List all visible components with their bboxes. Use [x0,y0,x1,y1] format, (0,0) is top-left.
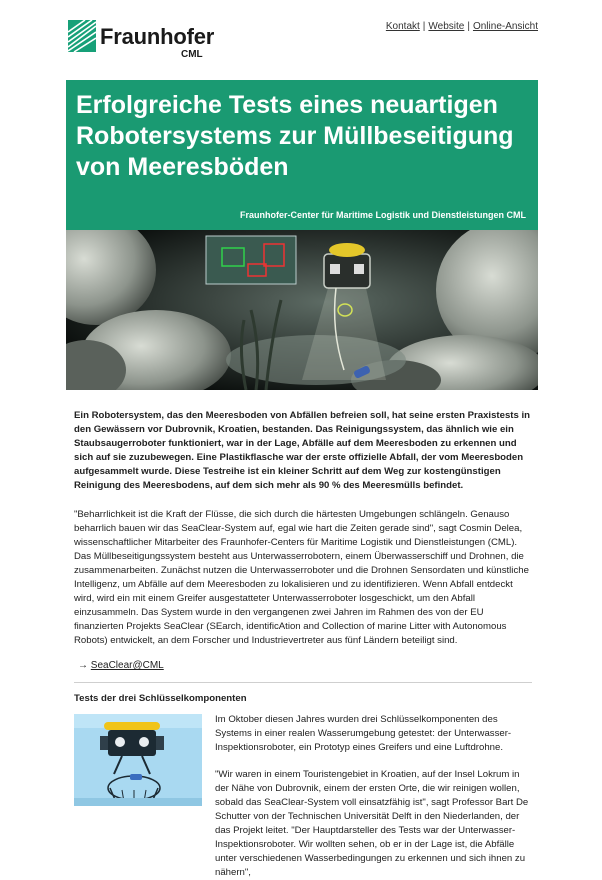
website-link[interactable]: Website [428,21,465,32]
hero-subtitle: Fraunhofer-Center für Maritime Logistik und Dienstleistungen CML [239,210,526,220]
section-paragraph-1: Im Oktober diesen Jahres wurden drei Schlüsselkomponenten des Systems in einer realen Wasserumgebung getestet: der Unterwasser-Inspektionsroboter, ein Prototyp eines Greifers und eine Luftdrohne. [215,714,512,753]
fraunhofer-logo-icon [68,20,96,52]
hero-image[interactable] [66,230,538,390]
top-links [386,21,538,32]
page-title: Erfolgreiche Tests eines neuartigen Robotersystems zur Müllbeseitigung von Meeresböden [76,91,514,181]
robot-thumbnail-illustration [74,714,202,806]
article-body: "Beharrlichkeit ist die Kraft der Flüsse, die sich durch die härtesten Umgebungen schlängeln. Genauso beharrlich bauen wir das SeaClear-System auf, egal wie hart die Zeiten gerade sind", sagt Cosmin Delea, wissenschaftlicher Mitarbeiter des Fraunhofer-Centers für Maritime Logistik und Dienstleistungen (CML). Das Müllbeseitigungssystem besteht aus Unterwasserrobotern, einem Überwasserschiff und Drohnen, die zusammenarbeiten. Zunächst nutzen die Unterwasserroboter und die Drohnen Sensordaten und künstliche Intelligenz, um Abfälle auf dem Meeresboden zu lokalisieren und zu identifizieren. Wenn Abfall entdeckt wird, wird ein mit einem Greifer ausgestatteter Unterwasserroboter losgeschickt, um den Abfall einzusammeln. Das System wurde in den vergangenen zwei Jahren im Rahmen des von der EU finanzierten Projekts SeaClear (SEarch, identificAtion and Collection of marine Litter with Autonomous Robots) entwickelt, an dem Forscher und Industrievertreter aus fünf Ländern beteiligt sind. [74,509,529,646]
section-title: Tests der drei Schlüsselkomponenten [74,693,247,704]
fraunhofer-logo[interactable] [68,20,215,62]
underwater-robot-illustration [66,230,538,390]
contact-link[interactable]: Kontakt [385,21,420,32]
article-lead: Ein Robotersystem, das den Meeresboden von Abfällen befreien soll, hat seine ersten Praxistests in den Gewässern vor Dubrovnik, Kroatien, bestanden. Das Reinigungssystem, das ähnlich wie ein Staubsaugerroboter funktioniert, war in der Lage, Abfälle auf dem Meeresboden zu erkennen und sich auf sie zuzubewegen. Eine Plastikflasche war der erste offizielle Abfall, der vom Meeresboden aufgesammelt wurde. Diese Testreihe ist ein kleiner Schritt auf dem Weg zur kostengünstigen Reinigung des Meeresbodens, auf dem sich mehr als 90 % des Meeresmülls befindet. [74,410,531,491]
online-view-link[interactable]: Online-Ansicht [472,21,538,32]
brand-sub: CML [181,49,203,60]
section-paragraph-2: "Wir waren in einem Touristengebiet in Kroatien, auf der Insel Lokrum in der Nähe von Dubrovnik, einem der ersten Orte, die wir reinigen wollen, sobald das SeaClear-System voll einsatzfähig ist", sagt Professor Bart De Schutter von der Technischen Universität Delft in den Niederlanden, der das Projekt leitet. "Der Hauptdarsteller des Tests war der Unterwasser-Inspektionsroboter. Wir wollten sehen, ob er in der Lage ist, die Abfälle unter verschiedenen Wasserbedingungen zu erkennen und sich ihnen zu nähern", [215,769,529,878]
link-separator: | [422,21,426,32]
divider [74,682,532,683]
hero-banner [66,80,538,230]
brand-name: Fraunhofer [100,24,215,49]
arrow-right-icon: → [78,660,88,671]
robot-thumbnail-image[interactable] [74,714,202,806]
link-separator: | [467,21,470,32]
seaclear-link-row [78,660,164,671]
seaclear-link[interactable]: SeaClear@CML [90,660,164,671]
